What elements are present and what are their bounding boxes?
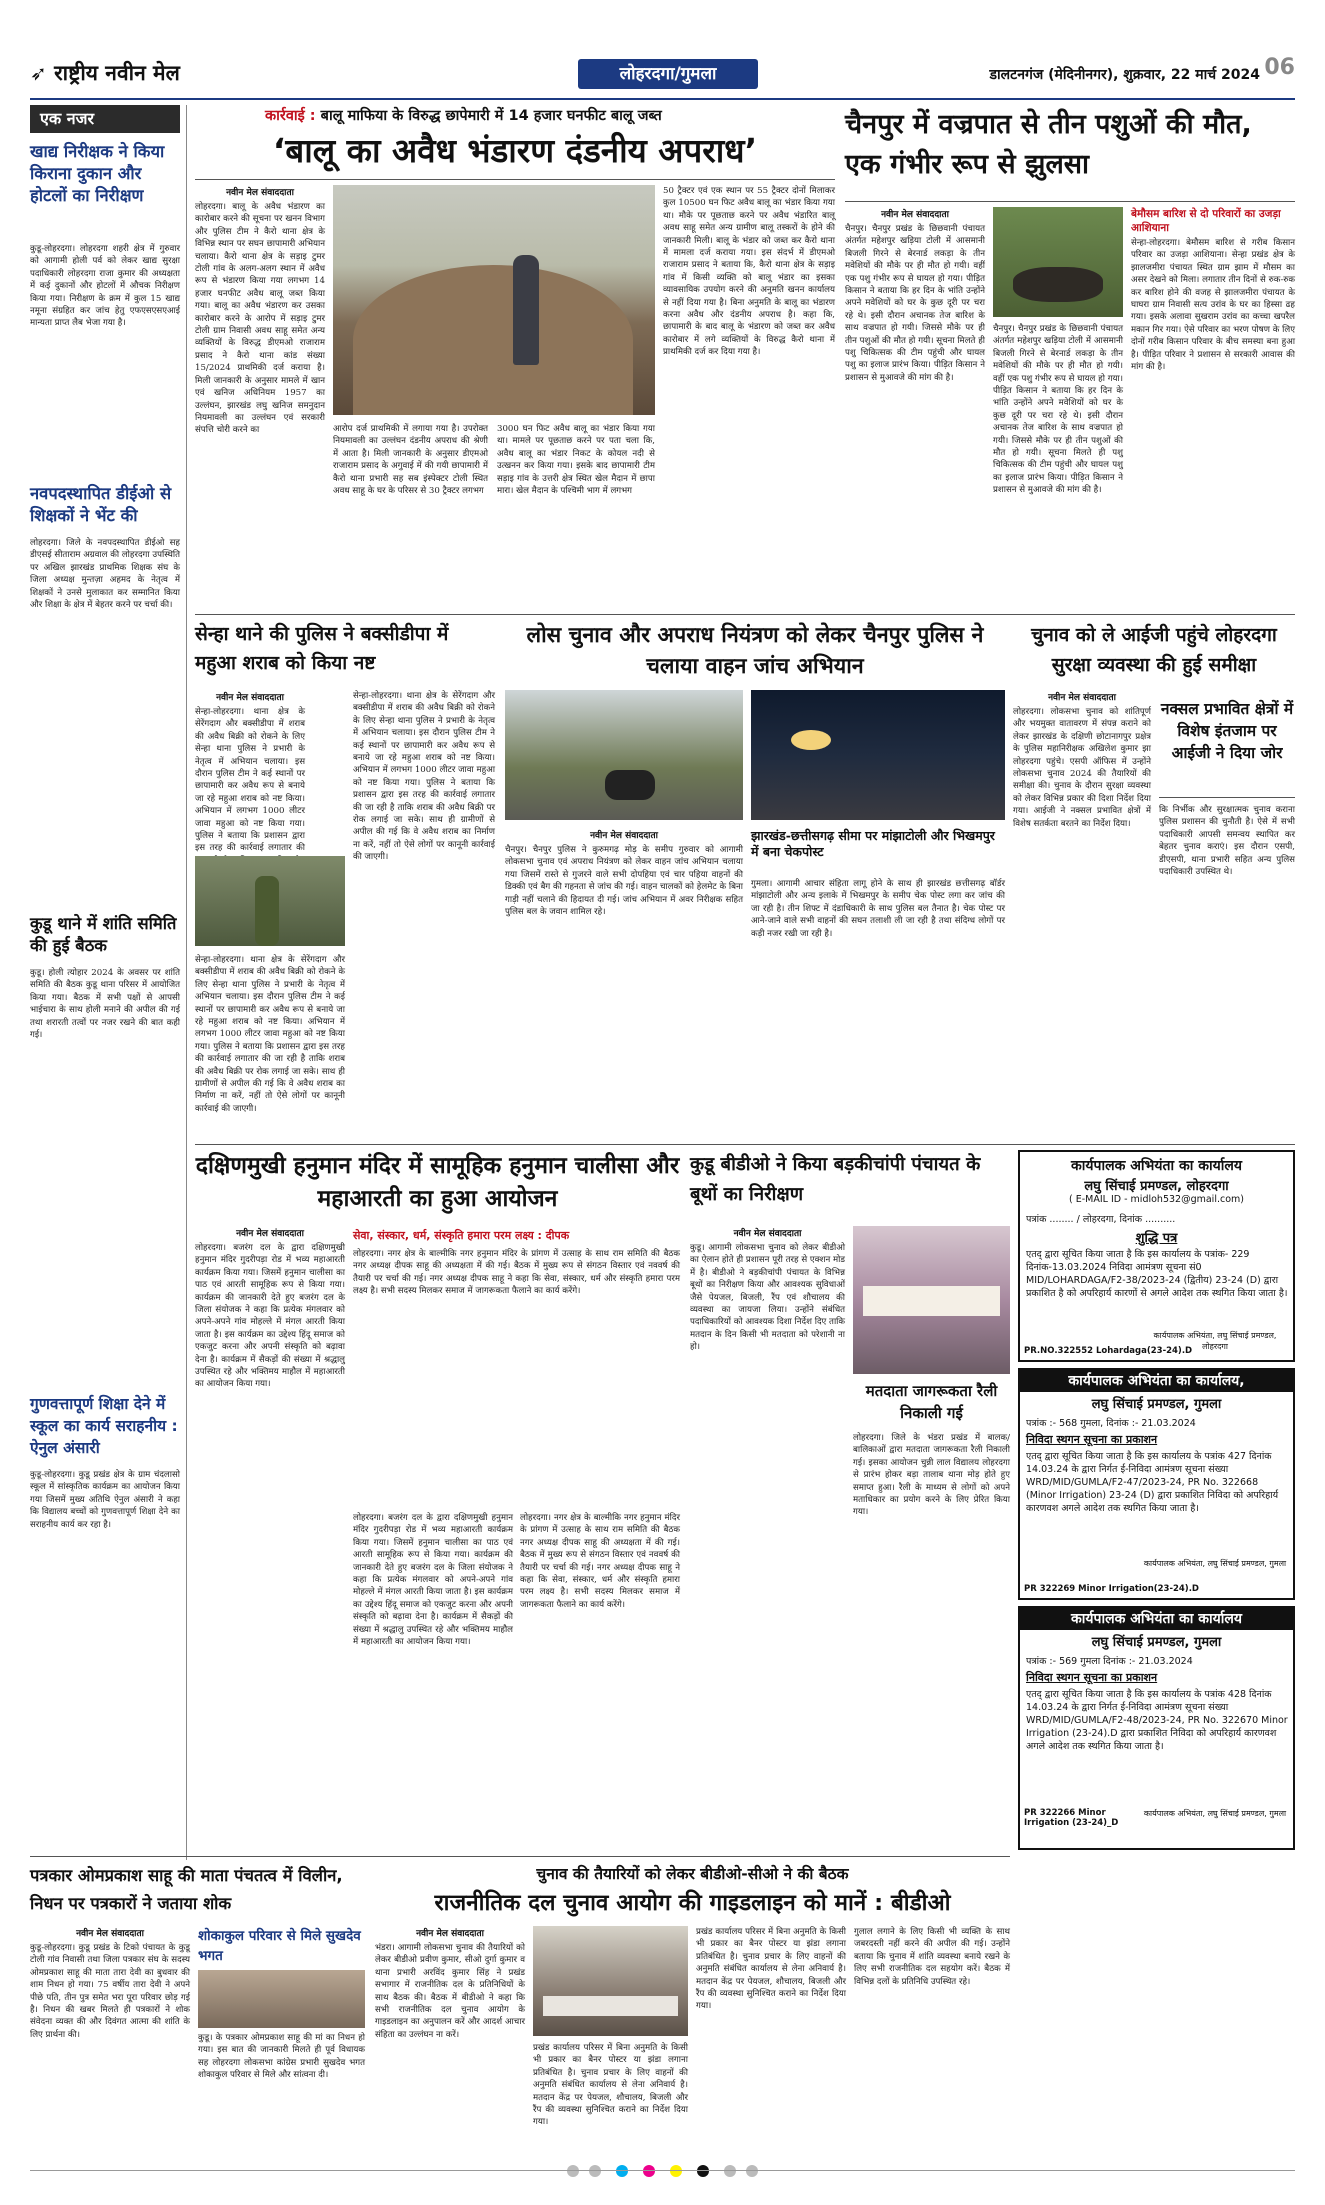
ig-headline: चुनाव को ले आईजी पहुंचे लोहरदगा सुरक्षा व्यवस्था की हुई समीक्षा [1031, 624, 1277, 676]
bdo-body: भंडरा। आगामी लोकसभा चुनाव की तैयारियों को लेकर बीडीओ प्रवीण कुमार, सीओ दुर्गा कुमार व थाना प्रभारी अरविंद कुमार सिंह ने प्रखंड सभागार में राजनीतिक दल के प्रतिनिधियों के साथ बैठक की। बैठक में बीडीओ ने कहा कि सभी राजनीतिक दल चुनाव आयोग के गाइडलाइन का अनुपालन करें और आदर्श आचार संहिता का उल्लंघन ना करें। [375, 1943, 525, 2040]
section-rule-1 [195, 614, 1295, 615]
story-obit [30, 1862, 365, 2145]
page-number: 06 [1264, 55, 1295, 80]
sidebar-item1-title: खाद्य निरीक्षक ने किया किराना दुकान और होटलों का निरीक्षण [30, 142, 165, 205]
hanuman-body: लोहरदगा। बजरंग दल के द्वारा दक्षिणमुखी हनुमान मंदिर गुदरीपड़ा रोड में भव्य महाआरती कार्यक्रम किया गया। जिसमें हनुमान चालीसा का पाठ एवं आरती सामूहिक रूप से किया गया। कार्यक्रम की जानकारी देते हुए बजरंग दल के जिला संयोजक ने कहा कि प्रत्येक मंगलवार को अपने-अपने गांव मोहल्ले में मंगल आरती किया जाता है। इस कार्यक्रम का उद्देश्य हिंदू समाज को एकजुट करना और अपनी संस्कृति को बढ़ावा देना है। कार्यक्रम में सैकड़ों की संख्या में श्रद्धालु उपस्थित रहे और भक्तिमय माहौल में महाआरती का आयोजन किया गया। [195, 1243, 345, 1390]
reg-dot [724, 2165, 736, 2177]
story-booth [690, 1150, 1010, 1850]
bird-icon: ➶ [30, 61, 47, 85]
sand-heap-photo [333, 185, 655, 415]
ig-body2: कि निर्भीक और सुरक्षात्मक चुनाव कराना पुलिस प्रशासन की चुनौती है। ऐसे में सभी पदाधिकारी आपसी समन्वय स्थापित कर बेहतर चुनाव कराएं। इस दौरान एसपी, डीएसपी, थाना प्रभारी सहित अन्य पुलिस पदाधिकारी उपस्थित थे। [1159, 805, 1295, 878]
mahua-byline: नवीन मेल संवाददाता [216, 693, 284, 703]
notice2-pr: PR 322269 Minor Irrigation(23-24).D [1024, 1584, 1199, 1594]
cattle-shape [1013, 267, 1103, 302]
condolence-photo [198, 1970, 365, 2028]
notice-lohardaga [1018, 1150, 1295, 1362]
main-body-mid2: 3000 घन फिट अवैध बालू का भंडार किया गया था। मामले पर पूछताछ करने पर पता चला कि, अवैध बालू का भंडार निकट के कोयल नदी से उत्खनन कर किया गया। इसके बाद छापामारी टीम सड़ाइ गांव के उत्तरी क्षेत्र स्थित खेल मैदान में छापा मारा। खेल मैदान के पश्चिमी भाग में लगभग [497, 424, 655, 497]
main-headline: ‘बालू का अवैध भंडारण दंडनीय अपराध’ [272, 131, 758, 170]
story-mahua [195, 620, 495, 1140]
hanuman-byline: नवीन मेल संवाददाता [236, 1229, 304, 1239]
booth-photo-caption: मतदाता जागरूकता रैली निकाली गई [865, 1382, 998, 1422]
main-headline-rule [195, 179, 835, 180]
sidebar-item1-body: कुडू-लोहरदगा। लोहरदगा शहरी क्षेत्र में गुरुवार को आगामी होली पर्व को लेकर खाद्य सुरक्षा पदाधिकारी लोहरदगा राजा कुमार की अध्यक्षता में कई दुकानों और होटलों में औचक निरीक्षण किया गया। निरीक्षण के क्रम में कुल 15 खाद्य नमूना संग्रहित कर जांच हेतु एफएसएसएआई मान्यता प्राप्त लैब भेजा गया है। [30, 244, 180, 329]
obit-side-kicker: शोकाकुल परिवार से मिले सुखदेव भगत [198, 1928, 361, 1964]
notice3-pr: PR 322266 Minor Irrigation (23-24)_D [1024, 1808, 1119, 1828]
mahua-headline: सेन्हा थाने की पुलिस ने बक्सीडीपा में महुआ शराब को किया नष्ट [195, 623, 449, 674]
booth-body: कुडू। आगामी लोकसभा चुनाव को लेकर बीडीओ का ऐलान होते ही प्रशासन पूरी तरह से एक्शन मोड में है। बीडीओ ने बड़कीचांपी पंचायत के विभिन्न बूथों का निरीक्षण किया और आवश्यक सुविधाओं जैसे पेयजल, बिजली, रैंप एवं शौचालय की व्यवस्था का जायजा लिया। उन्होंने संबंधित पदाधिकारियों को आवश्यक दिशा निर्देश दिए ताकि मतदान के दिन किसी भी मतदाता को परेशानी ना हो। [690, 1243, 845, 1353]
sand-heap-shape [353, 265, 633, 415]
sidebar-item4-body: कुडू-लोहरदगा। कुडू प्रखंड क्षेत्र के ग्राम चंदलासो स्कूल में सांस्कृतिक कार्यक्रम का आयोजन किया गया जिसमें मुख्य अतिथि ऐनुल अंसारी ने कहा कि विद्यालय बच्चों को गुणवत्तापूर्ण शिक्षा देने का सराहनीय कार्य कर रहा है। [30, 1470, 180, 1530]
sidebar-header: एक नजर [30, 105, 180, 133]
sidebar-item3-title: कुडू थाने में शांति समिति की हुई बैठक [30, 914, 177, 955]
notice3-ref: पत्रांक :- 569 गुमला दिनांक :- 21.03.2024 [1026, 1656, 1193, 1667]
vehicle-check-photo-2 [751, 690, 1005, 820]
edition-label: लोहरदगा/गुमला [578, 59, 758, 89]
hanuman-sub-body: लोहरदगा। नगर क्षेत्र के बाल्मीकि नगर हनुमान मंदिर के प्रांगण में उत्साह के साथ राम समिति की बैठक नगर अध्यक्ष दीपक साहू की अध्यक्षता में की गई। बैठक में मुख्य रूप से संगठन विस्तार एवं नववर्ष की तैयारी पर चर्चा की गई। नगर अध्यक्ष दीपक साहू ने कहा कि सेवा, संस्कार, धर्म और संस्कृति हमारा परम लक्ष्य है। सभी सदस्य मिलकर समाज में जागरूकता फैलाने का कार्य करेंगे। [353, 1249, 680, 1297]
obit-headline: पत्रकार ओमप्रकाश साहू की माता पंचतत्व में विलीन, निधन पर पत्रकारों ने जताया शोक [30, 1866, 343, 1913]
vehicle-byline: नवीन मेल संवाददाता [590, 831, 658, 841]
section-rule-3 [30, 1856, 1010, 1857]
lightning-headline: चैनपुर में वज्रपात से तीन पशुओं की मौत, एक गंभीर रूप से झुलसा [845, 109, 1252, 180]
lightning-byline: नवीन मेल संवाददाता [881, 210, 949, 220]
paper-name: राष्ट्रीय नवीन मेल [54, 61, 180, 85]
reg-dot [746, 2165, 758, 2177]
rally-banner [863, 1286, 1000, 1316]
hanuman-sub-body-cont: लोहरदगा। नगर क्षेत्र के बाल्मीकि नगर हनुमान मंदिर के प्रांगण में उत्साह के साथ राम समिति की बैठक नगर अध्यक्ष दीपक साहू की अध्यक्षता में की गई। बैठक में मुख्य रूप से संगठन विस्तार एवं नववर्ष की तैयारी पर चर्चा की गई। नगर अध्यक्ष दीपक साहू ने कहा कि सेवा, संस्कार, धर्म और संस्कृति हमारा परम लक्ष्य है। सभी सदस्य मिलकर समाज में जागरूकता फैलाने का कार्य करेंगे। [520, 1513, 680, 1610]
notice2-ref: पत्रांक :- 568 गुमला, दिनांक :- 21.03.2024 [1026, 1418, 1196, 1429]
notice-gumla-569 [1018, 1606, 1295, 1850]
bdo-headline: राजनीतिक दल चुनाव आयोग की गाइडलाइन को मानें : बीडीओ [434, 1890, 951, 1916]
reg-dot [589, 2165, 601, 2177]
lightning-rule [845, 201, 1295, 202]
main-byline: नवीन मेल संवाददाता [226, 188, 294, 198]
notice2-sign: कार्यपालक अभियंता, लघु सिंचाई प्रमण्डल, गुमला [1143, 1559, 1287, 1568]
bdo-body2a: प्रखंड कार्यालय परिसर में बिना अनुमति के किसी भी प्रकार का बैनर पोस्टर या झंडा लगाना प्रतिबंधित है। चुनाव प्रचार के लिए वाहनों की अनुमति संबंधित कार्यालय से लेना अनिवार्य है। मतदान केंद्र पर पेयजल, शौचालय, बिजली और रैंप की व्यवस्था सुनिश्चित कराने का निर्देश दिया गया। [533, 2043, 688, 2128]
ig-body: लोहरदगा। लोकसभा चुनाव को शांतिपूर्ण और भयमुक्त वातावरण में संपन्न कराने को लेकर झारखंड के दक्षिणी छोटानागपुर प्रक्षेत्र के पुलिस महानिरीक्षक अखिलेश कुमार झा लोहरदगा पहुंचे। एसपी ऑफिस में उन्होंने लोकसभा चुनाव 2024 की तैयारियों की समीक्षा की। चुनाव के दौरान सुरक्षा व्यवस्था को लेकर विभिन्न प्रकार की दिशा निर्देश दिया गया। आईजी ने नक्सल प्रभावित क्षेत्रों में विशेष सतर्कता बरतने का निर्देश दिया। [1013, 707, 1151, 829]
officer-figure [513, 255, 539, 365]
mahua-body-a: सेन्हा-लोहरदगा। थाना क्षेत्र के सेरेंगदाग और बक्सीडीपा में शराब की अवैध बिक्री को रोकने के लिए सेन्हा थाना पुलिस ने प्रभारी के नेतृत्व में अभियान चलाया। इस दौरान पुलिस टीम ने कई स्थानों पर छापामारी कर अवैध रूप से बनाये जा रहे महुआ शराब को नष्ट किया। अभियान में लगभग 1000 लीटर जावा महुआ को नष्ट किया गया। पुलिस ने बताया कि प्रशासन द्वारा इस तरह की कार्रवाई लगातार की [195, 707, 305, 854]
main-kicker-text: बालू माफिया के विरुद्ध छापेमारी में 14 हजार घनफीट बालू जब्त [320, 108, 662, 124]
bdo-body3: गुलाल लगाने के लिए किसी भी व्यक्ति के साथ जबरदस्ती नहीं करने की अपील की गई। उन्होंने बताया कि चुनाव में शांति व्यवस्था बनाये रखने के लिए सभी राजनीतिक दल सहयोग करें। बैठक में विभिन्न दलों के प्रतिनिधि उपस्थित रहे। [854, 1927, 1010, 1987]
main-body-left: लोहरदगा। बालू के अवैध भंडारण का कारोबार करने की सूचना पर खनन विभाग और पुलिस टीम ने कैरो थाना क्षेत्र के विभिन्न स्थान पर सघन छापामारी अभियान चलाया। कैरो थाना क्षेत्र के सड़ाइ टुमर टोली गांव के अलग-अलग स्थान में अवैध रूप से भंडारण किया गया लगभग 14 हजार घनफीट अवैध बालू जब्त किया गया। बालू का अवैध भंडारण कर उसका कारोबार करने के आरोप में सड़ाइ टुमर टोली ग्राम निवासी अवध साहू समेत अन्य व्यक्तियों के विरुद्ध डीएमओ राजाराम प्रसाद ने कैरो थाना कांड संख्या 15/2024 प्राथमिकी दर्ज कराया है। मिली जानकारी के अनुसार मामले में खान एवं खनिज अधिनियम 1957 का उल्लंघन, झारखंड लघु खनिज समनुदान नियमावली का उल्लंघन एवं सरकारी संपत्ति चोरी करने का [195, 202, 325, 436]
notice1-heading: शुद्धि पत्र [1135, 1231, 1178, 1246]
ig-byline: नवीन मेल संवाददाता [1048, 693, 1116, 703]
vehicle-check-photo-1 [505, 690, 743, 820]
reg-dot [616, 2165, 628, 2177]
notice3-sign: कार्यपालक अभियंता, लघु सिंचाई प्रमण्डल, गुमला [1143, 1809, 1287, 1818]
meeting-table [543, 1996, 678, 2016]
story-bdo [375, 1862, 1010, 2145]
notice2-title: कार्यपालक अभियंता का कार्यालय, [1020, 1370, 1293, 1392]
section-rule-2 [195, 1144, 1295, 1145]
notice1-sign: कार्यपालक अभियंता, लघु सिंचाई प्रमण्डल, लोहरदगा [1153, 1331, 1277, 1351]
vehicle-sub-headline: झारखंड-छत्तीसगढ़ सीमा पर मांझाटोली और भिखमपुर में बना चेकपोस्ट [751, 828, 995, 859]
notice1-title: कार्यपालक अभियंता का कार्यालय [1071, 1158, 1242, 1174]
lightning-body-cont: चैनपुर। चैनपुर प्रखंड के छिछवानी पंचायत अंतर्गत महेशपुर खड़िया टोली में आसमानी बिजली गिरने से बेरनार्ड लकड़ा के तीन मवेशियों की मौके पर ही मौत हो गयी। वहीं एक पशु गंभीर रूप से घायल हो गया। पीड़ित किसान ने बताया कि हर दिन के भांति उन्होंने अपने मवेशियों को घर के कुछ दूरी पर चरा रहे थे। इसी दौरान अचानक तेज बारिश के साथ वज्रपात हो गयी। जिससे मौके पर ही तीन पशुओं की मौत हो गयी। सूचना मिलते ही पशु चिकित्सक की टीम पहुंची और घायल पशु का इलाज प्रारंभ किया। पीड़ित किसान ने प्रशासन से मुआवजे की मांग की है। [993, 324, 1123, 496]
night-light [791, 730, 831, 750]
masthead [30, 55, 1295, 95]
sidebar-item3-body: कुडू। होली त्योहार 2024 के अवसर पर शांति समिति की बैठक कुडू थाना परिसर में आयोजित किया गया। बैठक में सभी पक्षों से आपसी भाईचारा के साथ होली मनाने की अपील की गई तथा शरारती तत्वों पर नजर रखने की बात कही गई। [30, 968, 180, 1041]
voter-rally-photo [853, 1226, 1010, 1374]
main-kicker [265, 105, 825, 127]
mahua-body-c: सेन्हा-लोहरदगा। थाना क्षेत्र के सेरेंगदाग और बक्सीडीपा में शराब की अवैध बिक्री को रोकने के लिए सेन्हा थाना पुलिस ने प्रभारी के नेतृत्व में अभियान चलाया। इस दौरान पुलिस टीम ने कई स्थानों पर छापामारी कर अवैध रूप से बनाये जा रहे महुआ शराब को नष्ट किया। अभियान में लगभग 1000 लीटर जावा महुआ को नष्ट किया गया। पुलिस ने बताया कि प्रशासन द्वारा इस तरह की कार्रवाई लगातार की जा रही है ताकि शराब की अवैध बिक्री पर रोक लगाई जा सके। साथ ही ग्रामीणों से अपील की गई कि वे अवैध शराब का निर्माण ना करें, नहीं तो ऐसे लोगों पर कानूनी कार्रवाई की जाएगी। [353, 691, 495, 863]
obit-byline: नवीन मेल संवाददाता [76, 1929, 144, 1939]
police-figure [255, 876, 279, 946]
notice1-ref: पत्रांक ........ / लोहरदगा, दिनांक .......... [1026, 1214, 1176, 1225]
story-hanuman [195, 1150, 680, 1850]
bdo-meeting-photo [533, 1926, 688, 2036]
main-body-mid: आरोप दर्ज प्राथमिकी में लगाया गया है। उपरोक्त नियमावली का उल्लंघन दंडनीय अपराध की श्रेणी में आता है। मिली जानकारी के अनुसार डीएमओ राजाराम प्रसाद के अगुवाई में की गयी छापामारी में कैरो थाना प्रभारी सह सब इंस्पेक्टर टोली स्थित अवध साहू के घर के परिसर से 30 ट्रैक्टर लगभग [333, 424, 488, 497]
masthead-rule [30, 98, 1295, 100]
notice3-heading: निविदा स्थगन सूचना का प्रकाशन [1026, 1671, 1158, 1684]
sidebar-item2-body: लोहरदगा। जिले के नवपदस्थापित डीईओ सह डीएसई सीताराम अग्रवाल की लोहरदगा उपस्थिति पर अखिल झारखंड प्राथमिक शिक्षक संघ के जिला अध्यक्ष मुन्तज़ा अहमद के नेतृत्व में शिक्षकों ने उनसे मुलाकात कर सम्मानित किया और शिक्षा के क्षेत्र में बेहतर करने पर चर्चा की। [30, 538, 180, 611]
vehicle-headline: लोस चुनाव और अपराध नियंत्रण को लेकर चैनपुर पुलिस ने चलाया वाहन जांच अभियान [526, 623, 984, 679]
bdo-byline: नवीन मेल संवाददाता [416, 1929, 484, 1939]
motorbike-shape [605, 770, 655, 800]
hanuman-body-cont: लोहरदगा। बजरंग दल के द्वारा दक्षिणमुखी हनुमान मंदिर गुदरीपड़ा रोड में भव्य महाआरती कार्यक्रम किया गया। जिसमें हनुमान चालीसा का पाठ एवं आरती सामूहिक रूप से किया गया। कार्यक्रम की जानकारी देते हुए बजरंग दल के जिला संयोजक ने कहा कि प्रत्येक मंगलवार को अपने-अपने गांव मोहल्ले में मंगल आरती किया जाता है। इस कार्यक्रम का उद्देश्य हिंदू समाज को एकजुट करना और अपनी संस्कृति को बढ़ावा देना है। कार्यक्रम में सैकड़ों की संख्या में श्रद्धालु उपस्थित रहे और भक्तिमय माहौल में महाआरती का आयोजन किया गया। [353, 1513, 513, 1648]
lightning-sub-body: सेन्हा-लोहरदगा। बेमौसम बारिश से गरीब किसान परिवार का उजड़ा आशियाना। सेन्हा प्रखंड क्षेत्र के झालजमीरा पंचायत स्थित ग्राम झाम में मौसम का असर देखने को मिला। लगातार तीन दिनों से रुक-रुक कर बारिश होने की वजह से झालजमीरा पंचायत के घाघरा ग्राम निवासी सत्य उरांव के घर का हिस्सा ढह गया। इसके अलावा सुखराम उरांव का कच्चा खपरैल मकान गिर गया। ऐसे परिवार का भरण पोषण के लिए दोनों गरीब किसान परिवार के बीच समस्या बना हुआ है। पीड़ित परिवार ने प्रशासन से सरकारी आवास की मांग की है। [1131, 238, 1295, 373]
paper-logo [30, 59, 270, 91]
ig-pull-quote: नक्सल प्रभावित क्षेत्रों में विशेष इंतजाम पर आईजी ने दिया जोर [1159, 698, 1295, 798]
main-kicker-label: कार्रवाई : [265, 108, 316, 124]
police-raid-photo [195, 856, 345, 946]
notice1-email: ( E-MAIL ID - midloh532@gmail.com) [1069, 1194, 1244, 1205]
main-body-right: 50 ट्रैक्टर एवं एक स्थान पर 55 ट्रैक्टर दोनों मिलाकर कुल 10500 घन फिट अवैध बालू का भंडार किया गया था। मौके पर पूछताछ करने पर अवैध भंडारित बालू अवध साहू समेत अन्य ग्रामीण बालू तस्करों के होने की जानकारी मिली। बालू के भंडार को जब्त कर कैरो थाना में मामला दर्ज कराया गया। इस संदर्भ में डीएमओ राजाराम प्रसाद ने बताया कि, कैरो थाना क्षेत्र के सड़ाइ गांव में किसी व्यक्ति को बालू भंडार का इसका व्यावसायिक उपयोग करने की अनुमति खनन कार्यालय से नहीं दिया गया है। बिना अनुमति के बालू का भंडारण करना अवैध और दंडनीय अपराध है। कहा कि, छापामारी के बाद बालू के भंडारण को जब्त कर अवैध कारोबार में लगे व्यक्तियों के विरुद्ध कैरो थाना में प्राथमिकी दर्ज कर दिया गया है। [663, 186, 835, 358]
lightning-body: चैनपुर। चैनपुर प्रखंड के छिछवानी पंचायत अंतर्गत महेशपुर खड़िया टोली में आसमानी बिजली गिरने से बेरनार्ड लकड़ा के तीन मवेशियों की मौके पर ही मौत हो गयी। वहीं एक पशु गंभीर रूप से घायल हो गया। पीड़ित किसान ने बताया कि हर दिन के भांति उन्होंने अपने मवेशियों को घर के कुछ दूरी पर चरा रहे थे। इसी दौरान अचानक तेज बारिश के साथ वज्रपात हो गयी। जिससे मौके पर ही तीन पशुओं की मौत हो गयी। सूचना मिलते ही पशु चिकित्सक की टीम पहुंची और घायल पशु का इलाज प्रारंभ किया। पीड़ित किसान ने प्रशासन से मुआवजे की मांग की है। [845, 224, 985, 383]
reg-dot [697, 2165, 709, 2177]
vehicle-body: चैनपुर। चैनपुर पुलिस ने कुरुमगढ़ मोड़ के समीप गुरुवार को आगामी लोकसभा चुनाव एवं अपराध नियंत्रण को लेकर वाहन जांच अभियान चलाया गया जिसमें रास्ते से गुजरने वाले सभी दोपहिया एवं चार पहिया वाहनों की डिक्की एवं बैग की गहनता से जांच की गई। वाहन चालकों को हेलमेट के बिना गाड़ी नहीं चलाने की हिदायत दी गई। जांच अभियान में अवर निरीक्षक सहित पुलिस बल के जवान शामिल रहे। [505, 845, 743, 918]
booth-byline: नवीन मेल संवाददाता [733, 1229, 802, 1239]
sidebar-divider [186, 105, 187, 1860]
reg-dot [567, 2165, 579, 2177]
sidebar [30, 105, 180, 1860]
hanuman-headline: दक्षिणमुखी हनुमान मंदिर में सामूहिक हनुमान चालीसा और महाआरती का हुआ आयोजन [195, 1153, 680, 1212]
lightning-sub-kicker: बेमौसम बारिश से दो परिवारों का उजड़ा आशियाना [1131, 208, 1281, 234]
story-vehicle [505, 620, 1005, 1140]
notice3-body: एतद् द्वारा सूचित किया जाता है कि इस कार्यालय के पत्रांक 428 दिनांक 14.03.24 के द्वारा निर्गत ई-निविदा आमंत्रण सूचना संख्या WRD/MID/GUMLA/F2-48/2023-24, PR No. 322670 Minor Irrigation (23-24).D द्वारा प्रकाशित निविदा को अपरिहार्य कारणवश अगले आदेश तक स्थगित किया जाता है। [1026, 1689, 1288, 1752]
booth-headline: कुडू बीडीओ ने किया बड़कीचांपी पंचायत के बूथों का निरीक्षण [690, 1154, 981, 1205]
notice3-title: कार्यपालक अभियंता का कार्यालय [1020, 1608, 1293, 1630]
obit-side-body: कुडू। के पत्रकार ओमप्रकाश साहू की मां का निधन हो गया। इस बात की जानकारी मिलते ही पूर्व विधायक सह लोहरदगा लोकसभा कांग्रेस प्रभारी सुखदेव भगत शोकाकुल परिवार से मिले और सांत्वना दी। [198, 2033, 365, 2081]
notice1-pr: PR.NO.322552 Lohardaga(23-24).D [1024, 1346, 1193, 1356]
dead-cattle-photo [993, 207, 1123, 317]
bdo-top-kicker: चुनाव की तैयारियों को लेकर बीडीओ-सीओ ने की बैठक [536, 1865, 849, 1883]
story-ig [1013, 620, 1295, 1140]
bdo-body2: प्रखंड कार्यालय परिसर में बिना अनुमति के किसी भी प्रकार का बैनर पोस्टर या झंडा लगाना प्रतिबंधित है। चुनाव प्रचार के लिए वाहनों की अनुमति संबंधित कार्यालय से लेना अनिवार्य है। मतदान केंद्र पर पेयजल, शौचालय, बिजली और रैंप की व्यवस्था सुनिश्चित कराने का निर्देश दिया गया। [696, 1927, 846, 2012]
mahua-body-b: सेन्हा-लोहरदगा। थाना क्षेत्र के सेरेंगदाग और बक्सीडीपा में शराब की अवैध बिक्री को रोकने के लिए सेन्हा थाना पुलिस ने प्रभारी के नेतृत्व में अभियान चलाया। इस दौरान पुलिस टीम ने कई स्थानों पर छापामारी कर अवैध रूप से बनाये जा रहे महुआ शराब को नष्ट किया। अभियान में लगभग 1000 लीटर जावा महुआ को नष्ट किया गया। पुलिस ने बताया कि प्रशासन द्वारा इस तरह की कार्रवाई लगातार की जा रही है ताकि शराब की अवैध बिक्री पर रोक लगाई जा सके। साथ ही ग्रामीणों से अपील की गई कि वे अवैध शराब का निर्माण ना करें, नहीं तो ऐसे लोगों पर कानूनी कार्रवाई की जाएगी। [195, 955, 345, 1114]
notice3-subtitle: लघु सिंचाई प्रमण्डल, गुमला [1091, 1635, 1222, 1650]
vehicle-sub-body: गुमला। आगामी आचार संहिता लागू होने के साथ ही झारखंड छत्तीसगढ़ बॉर्डर मांझाटोली और अन्य इलाके में भिखमपुर के समीप चेक पोस्ट लगा कर जांच की जा रही है। तीन शिफ्ट में दंडाधिकारी के साथ पुलिस बल तैनात है। चेक पोस्ट पर आने-जाने वाले सभी वाहनों की सघन तलाशी ली जा रही है तथा संदिग्ध लोगों पर कड़ी नजर रखी जा रही है। [751, 879, 1005, 939]
notice2-subtitle: लघु सिंचाई प्रमण्डल, गुमला [1091, 1397, 1222, 1412]
notice-gumla-568 [1018, 1368, 1295, 1600]
reg-dot [643, 2165, 655, 2177]
reg-dot [670, 2165, 682, 2177]
dateline: डालटनगंज (मेदिनीनगर), शुक्रवार, 22 मार्च 2024 [989, 67, 1260, 83]
story-lightning [845, 105, 1295, 610]
notice1-subtitle: लघु सिंचाई प्रमण्डल, लोहरदगा [1084, 1179, 1229, 1194]
footer-rule [30, 2170, 1295, 2171]
main-story [195, 105, 835, 610]
sidebar-item2-title: नवपदस्थापित डीईओ से शिक्षकों ने भेंट की [30, 484, 172, 525]
sidebar-item4-title: गुणवत्तापूर्ण शिक्षा देने में स्कूल का कार्य सराहनीय : ऐनुल अंसारी [30, 1395, 178, 1457]
booth-sub-body: लोहरदगा। जिले के भंडरा प्रखंड में बालक/बालिकाओं द्वारा मतदाता जागरूकता रैली निकाली गई। इसका आयोजन चुन्नी लाल विद्यालय लोहरदगा से प्रारंभ होकर बड़ा तालाब थाना मोड़ होते हुए समाप्त हुआ। रैली के माध्यम से लोगों को अपने मताधिकार का प्रयोग करने के लिए प्रेरित किया गया। [853, 1433, 1010, 1518]
notice2-body: एतद् द्वारा सूचित किया जाता है कि इस कार्यालय के पत्रांक 427 दिनांक 14.03.24 के द्वारा निर्गत ई-निविदा आमंत्रण सूचना संख्या WRD/MID/GUMLA/F2-47/2023-24, PR No. 322668 (Minor Irrigation) 23-24 (D) द्वारा प्रकाशित निविदा को अपरिहार्य कारणवश अगले आदेश तक स्थगित किया जाता है। [1026, 1451, 1279, 1514]
notice1-body: एतद् द्वारा सूचित किया जाता है कि इस कार्यालय के पत्रांक- 229 दिनांक-13.03.2024 निविदा आमंत्रण सूचना सं0 MID/LOHARDAGA/F2-38/2023-24 (द्वितीय) 23-24 (D) द्वारा प्रकाशित है को अपरिहार्य कारणों से अगले आदेश तक स्थगित किया जाता है। [1026, 1249, 1288, 1299]
notice2-heading: निविदा स्थगन सूचना का प्रकाशन [1026, 1433, 1158, 1446]
hanuman-sub-kicker: सेवा, संस्कार, धर्म, संस्कृति हमारा परम लक्ष्य : दीपक [353, 1229, 570, 1242]
obit-body: कुडू-लोहरदगा। कुडू प्रखंड के टिको पंचायत के कुडू टोली गांव निवासी तथा जिला पत्रकार संघ के सदस्य ओमप्रकाश साहू की माता तारा देवी का बुधवार की शाम निधन हो गया। 75 वर्षीय तारा देवी ने अपने पीछे पति, तीन पुत्र समेत भरा पूरा परिवार छोड़ गई है। निधन की खबर मिलते ही पत्रकारों ने शोक संवेदना व्यक्त की और दिवंगत आत्मा की शांति के लिए प्रार्थना की। [30, 1943, 190, 2040]
